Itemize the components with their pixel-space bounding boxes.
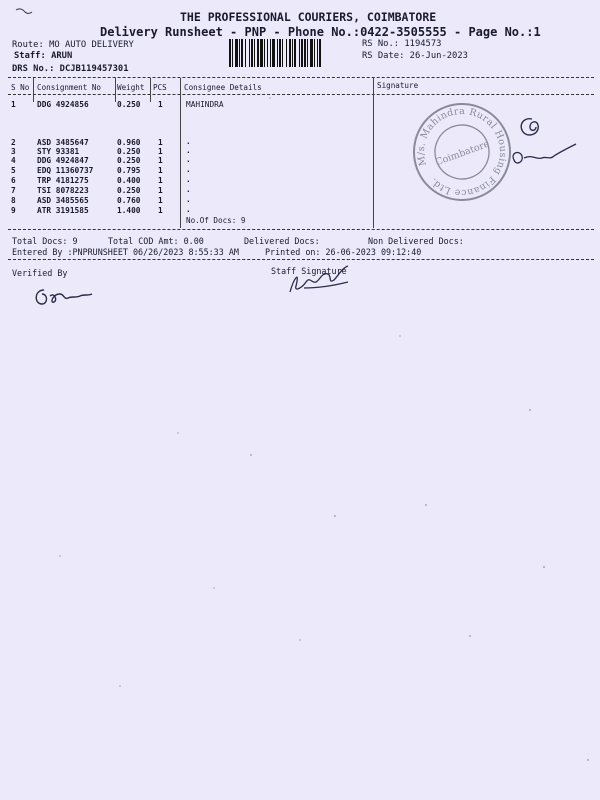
drs-number: DRS No.: DCJB119457301 (12, 64, 129, 74)
stamp-outer-text: M/s. Mahindra Rural Housing Finance Ltd. (415, 105, 509, 199)
row-weight: 0.250 (117, 186, 141, 195)
row-sno: 4 (11, 156, 16, 165)
row-sno: 8 (11, 196, 16, 205)
row-consignment: DDG 4924856 (37, 100, 89, 109)
row-consignee: . (186, 195, 191, 204)
row-consignment: ASD 3485647 (37, 138, 89, 147)
row-sno: 9 (11, 206, 16, 215)
row-sno: 3 (11, 147, 16, 156)
staff-label: Staff: ARUN (14, 51, 73, 61)
barcode-icon (229, 39, 357, 67)
row-sno: 7 (11, 186, 16, 195)
col-header-consignee: Consignee Details (184, 83, 262, 92)
row-weight: 0.960 (117, 138, 141, 147)
column-divider (115, 78, 116, 102)
row-pcs: 1 (158, 100, 163, 109)
row-consignment: STY 93381 (37, 147, 80, 156)
row-weight: 0.250 (117, 156, 141, 165)
handwritten-signature (508, 138, 580, 172)
company-stamp (410, 100, 514, 204)
row-consignee: . (186, 175, 191, 184)
entered-by: Entered By :PNPRUNSHEET 06/26/2023 8:55:33 AM (12, 247, 239, 257)
table-top-rule (8, 77, 594, 78)
col-header-sno: S No (11, 83, 30, 92)
row-consignment: TRP 4181275 (37, 176, 89, 185)
row-weight: 0.760 (117, 196, 141, 205)
row-pcs: 1 (158, 147, 163, 156)
printed-on: Printed on: 26-06-2023 09:12:40 (265, 247, 422, 257)
row-sno: 2 (11, 138, 16, 147)
row-pcs: 1 (158, 166, 163, 175)
stamp-inner-text: Coimbatore (434, 138, 491, 169)
row-consignment: ATR 3191585 (37, 206, 89, 215)
row-pcs: 1 (158, 186, 163, 195)
row-consignment: ASD 3485565 (37, 196, 89, 205)
row-consignment: DDG 4924847 (37, 156, 89, 165)
corner-scribble-icon (14, 6, 34, 18)
table-bottom-rule (8, 229, 594, 230)
table-header-rule (8, 94, 594, 95)
row-weight: 0.400 (117, 176, 141, 185)
delivered-docs: Delivered Docs: (244, 236, 320, 246)
row-weight: 0.250 (117, 147, 141, 156)
rs-number: RS No.: 1194573 (362, 39, 442, 49)
col-header-pcs: PCS (153, 83, 167, 92)
route-label: Route: MO AUTO DELIVERY (12, 40, 134, 50)
verifier-signature (30, 280, 100, 312)
row-consignment: TSI 8078223 (37, 186, 89, 195)
row-consignee: . (186, 155, 191, 164)
row-consignee: . (186, 205, 191, 214)
column-divider (373, 78, 374, 228)
column-divider (150, 78, 151, 102)
column-divider (33, 78, 34, 102)
row-pcs: 1 (158, 138, 163, 147)
row-pcs: 1 (158, 156, 163, 165)
row-consignee: . (186, 137, 191, 146)
row-consignee: . (186, 146, 191, 155)
rs-date: RS Date: 26-Jun-2023 (362, 51, 468, 61)
staff-handwritten-signature (284, 258, 364, 300)
row-sno: 6 (11, 176, 16, 185)
row-pcs: 1 (158, 176, 163, 185)
column-divider (180, 78, 181, 228)
row-weight: 0.250 (117, 100, 141, 109)
row-weight: 1.400 (117, 206, 141, 215)
company-title: THE PROFESSIONAL COURIERS, COIMBATORE (180, 10, 437, 24)
col-header-signature: Signature (377, 81, 419, 90)
row-consignee: MAHINDRA (186, 100, 224, 109)
row-consignee: . (186, 165, 191, 174)
no-of-docs: No.Of Docs: 9 (186, 216, 246, 225)
staff-signature-label: Staff Signature (271, 266, 347, 276)
non-delivered-docs: Non Delivered Docs: (368, 236, 464, 246)
runsheet-title: Delivery Runsheet - PNP - Phone No.:0422-3505555 - Page No.:1 (100, 25, 541, 39)
row-sno: 1 (11, 100, 16, 109)
total-cod-amount: Total COD Amt: 0.00 (108, 236, 204, 246)
row-pcs: 1 (158, 206, 163, 215)
row-pcs: 1 (158, 196, 163, 205)
verified-by-label: Verified By (12, 268, 68, 278)
total-docs: Total Docs: 9 (12, 236, 78, 246)
row-consignee: . (186, 185, 191, 194)
col-header-weight: Weight (117, 83, 145, 92)
row-consignment: EDQ 11360737 (37, 166, 94, 175)
row-sno: 5 (11, 166, 16, 175)
row-weight: 0.795 (117, 166, 141, 175)
col-header-consignment: Consignment No (37, 83, 102, 92)
